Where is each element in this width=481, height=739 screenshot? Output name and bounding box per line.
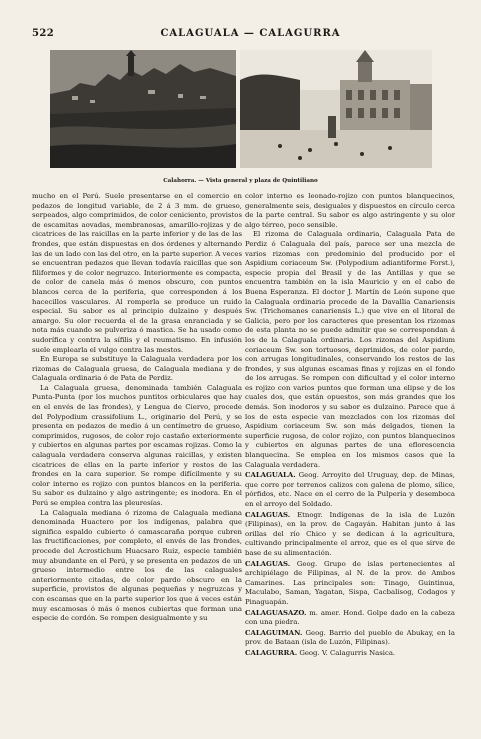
entry-label: Geog. [298, 471, 319, 480]
entry-label: Geog. [299, 648, 320, 657]
paragraph: En Europa se substituye la Calaguala verdadera por los rizomas de Calaguala gruesa, de Calaguala mediana y de Calaguala ordinaria ó de Pata de Perdiz. [32, 355, 242, 383]
entry-headword: CALAGUAS. [245, 510, 291, 519]
paragraph: color interno es leonado-rojizo con puntos blanquecinos, generalmente seis, desiguales y dispuestos en círculo cerca de la parte central. Su sabor es algo astringente y su olor algo térreo, poco sensible. [245, 192, 455, 229]
figure-caption: Calahorra. — Vista general y plaza de Quintiliano [163, 178, 318, 184]
town-square-photo [240, 50, 432, 168]
running-title: CALAGUALA — CALAGURRA [160, 27, 341, 39]
photo-plate [50, 50, 432, 172]
paragraph: La Calaguala gruesa, denominada también Calaguala Punta-Punta (por los muchos puntitos orbiculares que hay en el envés de las frondes), y Lengua de Ciervo, procede del Polypodium crassifolium L., originario del Perú, y se presenta en pedazos de medio á un centímetro de grueso, comprimidos, rugosos, de color rojo castaño exteriormente y cubiertos en algunas partes por escamas rojizas. Como la calaguala verdadera conserva algunas raicillas, y existen cicatrices de ellas en la parte inferior y restos de las frondes en la cara superior. Se rompe difícilmente y su color interno es rojizo con puntos blancos en la periferia. Su sabor es dulzaino y algo astringente; es inodora. En el Perú se emplea contra las pleuresías. [32, 383, 242, 507]
running-header [32, 26, 429, 40]
paragraph: mucho en el Perú. Suele presentarse en el comercio en pedazos de longitud variable, de 2 á 3 mm. de grueso, serpeados, algo comprimidos, de color ceniciento, provistos de escamitas aovadas, membranosas, amarillo-rojizas y de cicatrices de las raicillas en la parte inferior y de las de las frondes, que están dispuestas en dos órdenes y alternando las de un lado con las del otro, en la parte superior. A veces se encuentran pedazos que llevan todavía raicillas que son filiformes y de color negruzco. Interiormente es compacta, de color de canela más ó menos obscuro, con puntos blancos cerca de la periferia, que corresponden á los hacecillos vasculares. Al romperla se produce un ruido especial. Su sabor es al principio dulzaino y después amargo. Su olor recuerda el de la grasa enranciada y se nota más cuando se pulveriza ó mastica. Se ha usado como sudorífica y contra la sífilis y el reumatismo. En infusión suele emplearla el vulgo contra las mestos. [32, 192, 242, 354]
dictionary-entry [245, 511, 455, 559]
entry-text: Grupo de islas pertenecientes al archipiélago de Filipinas, al N. de la prov. de Ambos Camarines. Las principales son: Tinago, Guintinua, Maculabo, Saman, Yagatan, Sispa, Cacbalisog, Codagos y Pinaguapán. [245, 559, 455, 606]
entry-text: Barrio del pueblo de Abukay, en la prov. de Bataan (isla de Luzón, Filipinas). [245, 628, 455, 647]
entry-headword: CALAGUALA. [245, 471, 296, 480]
entry-label: m. amer. Hond. [309, 608, 365, 617]
right-text-column [245, 192, 455, 728]
paragraph: El rizoma de Calaguala ordinaria, Calaguala Pata de Perdiz ó Calaguala del país, parece ser una mezcla de varios rizomas con predominio del producido por el Aspidium coriaceum Sw. (Polypodium adiantiforme Forst.), especie propia del Brasil y de las Antillas y que se encuentra también en la isla Mauricio y en el cabo de Buena Esperanza. El doctor J. Martín de León supone que la Calaguala ordinaria procede de la Davallia Canariensis Sw. (Trichomanes canariensis L.) que vive en el litoral de Galicia, pero por los caracteres que presentan los rizomas de esta planta no se puede admitir que se correspondan á los de la Calaguala ordinaria. Los rizomas del Aspidium coriaceum Sw. son tortuosos, deprimidos, de color pardo, con arrugas longitudinales, conservando los restos de las frondes, y sus algunas escamas finas y rojizas en el fondo de los arrugas. Se rompen con dificultad y el color interno es rojizo con varios puntos que forman una elipse y de los cuales dos, que están opuestos, son más grandes que los demás. Son inodoros y su sabor es dulzaino. Parece que á los de esta especie van mezclados con los rizomas del Aspidium coriaceum Sw. son más delgados, tienen la superficie rugosa, de color rojizo, con puntos blanquecinos y cubiertos en algunas partes de una eflorescencia blanquecina. Se emplea en los mismos casos que la Calaguala verdadera. [245, 230, 455, 469]
dictionary-entry [245, 471, 455, 509]
dictionary-entry [245, 629, 455, 648]
entry-label: Etnogr. [297, 510, 323, 519]
entry-headword: CALAGUIMAN. [245, 628, 303, 637]
page-number: 522 [32, 27, 55, 39]
dictionary-entry [245, 560, 455, 608]
entry-text: V. Calagurris Nasica. [321, 648, 396, 657]
entry-headword: CALAGUAS. [245, 559, 291, 568]
entry-text: Arroyito del Uruguay, dep. de Minas, que corre por terrenos calizos con galena de plomo, sílice, pórfidos, etc. Nace en el cerro de la Pulpería y desemboca en el arroyo del Soldado. [245, 471, 455, 508]
entry-headword: CALAGUASAZO. [245, 608, 307, 617]
entry-text: Golpe dado en la cabeza con una piedra. [245, 608, 455, 627]
left-text-column [32, 192, 242, 728]
entry-label: Geog. [305, 628, 326, 637]
dictionary-entry [245, 609, 455, 628]
entry-headword: CALAGURRA. [245, 648, 298, 657]
entry-text: Indígenas de la isla de Luzón (Filipinas), en la prov. de Cagayán. Habitan junto á las orillas del río Chico y se dedican á la agricultura, cultivando principalmente el arroz, que es el que sirve de base de su alimentación. [245, 510, 455, 557]
town-panorama-photo [50, 50, 236, 168]
entry-label: Geog. [296, 559, 318, 568]
paragraph: La Calaguala mediana ó rizoma de Calaguala mediana denominada Huactero por los indígenas, palabra que significa espaldo cubierto ó camascaraña porque cubren las fructificaciones, por completo, el envés de las frondes, procede del Acrostichum Huacsaro Ruiz, especie también muy abundante en el Perú, y se presenta en pedazos de un grueso intermedio entre los de las calaguales anteriormente citadas, de color pardo obscuro en la superficie, provistos de algunas pequeñas y negruzcas y con escamas que en la parte superior los que á veces están muy escamosas ó más ó menos cubiertas que forman una especie de cordón. Se rompen desigualmente y su [32, 508, 242, 623]
dictionary-entry [245, 649, 455, 659]
